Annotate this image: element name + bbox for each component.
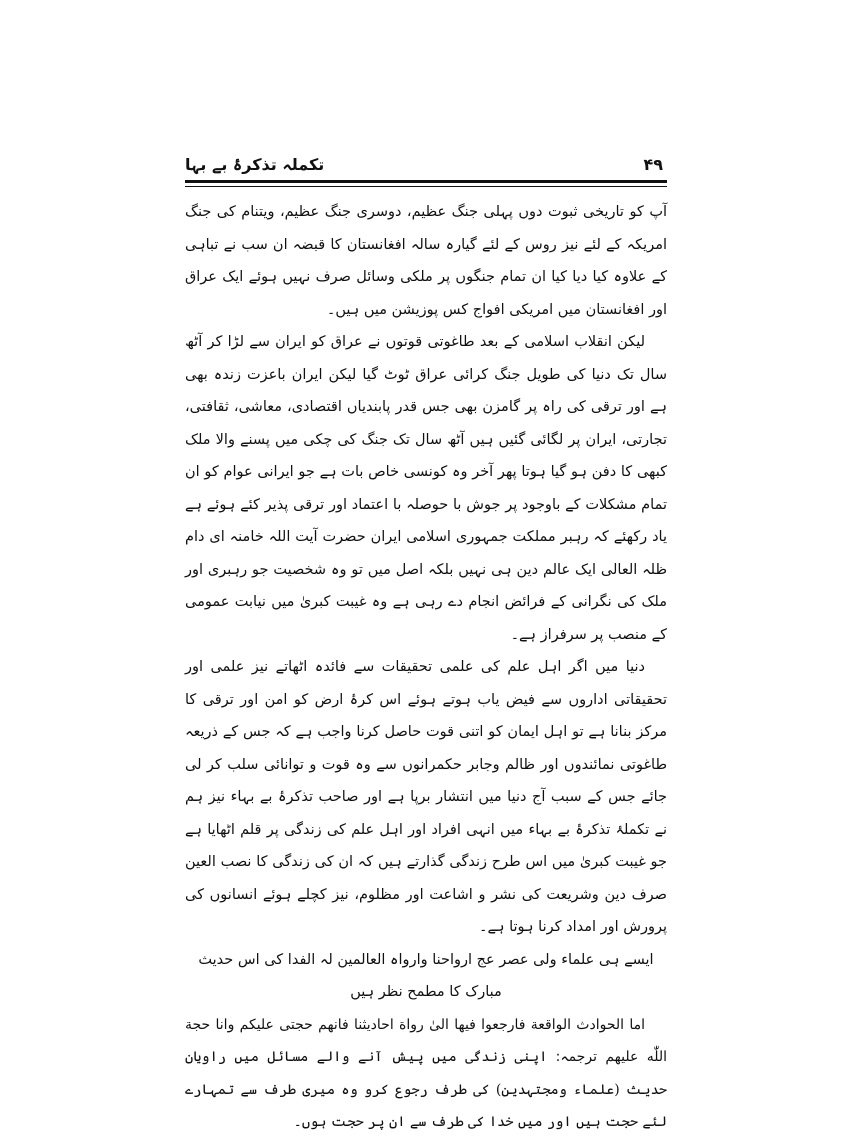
hadith-arabic: اما الحوادث الواقعة فارجعوا فيها الىٰ رواة احاديثنا فانهم حجتى عليكم وانا حجة اللّٰه عليهم <box>185 1016 667 1065</box>
paragraph-3: دنیا میں اگر اہل علم کی علمی تحقیقات سے فائدہ اٹھاتے نیز علمی اور تحقیقاتی اداروں سے فیض یاب ہوتے ہوئے اس کرۂ ارض کو امن اور ترقی کا مرکز بنانا ہے تو اہل ایمان کو اتنی قوت حاصل کرنا واجب ہے کہ جس کے ذریعہ طاغوتی نمائندوں اور ظالم وجابر حکمرانوں سے وہ قوت و توانائی سلب کر لی جائے جس کے سبب آج دنیا میں انتشار برپا ہے اور صاحب تذکرۂ بے بہاء نیز ہم نے تکملۂ تذکرۂ بے بہاء میں انہی افراد اور اہل علم کی زندگی پر قلم اٹھایا ہے جو غیبت کبریٰ میں اس طرح زندگی گذارتے ہیں کہ ان کی زندگی کا نصب العین صرف دین وشریعت کی نشر و اشاعت اور مظلوم، نیز کچلے ہوئے انسانوں کی پرورش اور امداد کرنا ہوتا ہے۔ <box>185 659 667 935</box>
body-text <box>185 196 667 1139</box>
header-rule-thick <box>185 180 667 183</box>
paragraph-1: آپ کو تاریخی ثبوت دوں پہلی جنگ عظیم، دوسری جنگ عظیم، ویتنام کی جنگ امریکہ کے لئے نیز روس کے لئے گیارہ سالہ افغانستان کا قبضہ ان سب نے تباہی کے علاوہ کیا دیا کیا ان تمام جنگوں پر ملکی وسائل صرف نہیں ہوئے ایک عراق اور افغانستان میں امریکی افواج کس پوزیشن میں ہیں۔ <box>185 204 667 318</box>
paragraph-2: لیکن انقلاب اسلامی کے بعد طاغوتی قوتوں نے عراق کو ایران سے لڑا کر آٹھ سال تک دنیا کی طویل جنگ کرائی عراق ٹوٹ گیا لیکن ایران باعزت زندہ بھی ہے اور ترقی کی راہ پر گامزن بھی جس قدر پابندیاں اقتصادی، معاشی، ثقافتی، تجارتی، ایران پر لگائی گئیں ہیں آٹھ سال تک جنگ کی چکی میں پسنے والا ملک کبھی کا دفن ہو گیا ہوتا پھر آخر وہ کونسی خاص بات ہے جو ایرانی عوام کو ان تمام مشکلات کے باوجود پر جوش با حوصلہ با اعتماد اور ترقی پذیر کئے ہوئے ہے یاد رکھئے کہ رہبر مملکت جمہوری اسلامی ایران حضرت آیت اللہ خامنہ ای دام ظلہ العالی ایک عالم دین ہی نہیں بلکہ اصل میں تو وہ شخصیت جو رہبری اور ملک کی نگرانی کے فرائض انجام دے رہی ہے وہ غیبت کبریٰ میں نیابت عمومی کے منصب پر سرفراز ہے۔ <box>185 334 667 643</box>
header-rule-thin <box>185 186 667 187</box>
hadith-arabic-text <box>185 1009 667 1139</box>
running-title: تکملہ تذکرۂ بے بہا <box>185 155 325 174</box>
hadith-intro-line: ایسے ہی علماء ولی عصر عج ارواحنا وارواہ العالمین لہ الفدا کی اس حدیث مبارک کا مطمح نظر ہیں <box>198 951 654 1000</box>
page-number: ۴۹ <box>643 155 663 174</box>
translation-label: ترجمہ: <box>555 1049 597 1065</box>
translation-text: اپنی زندگی میں پیش آنے والے مسائل میں راویان حدیث (علماء ومجتہدین) کی طرف رجوع کرو وہ میری طرف سے تمہارے لئے حجت ہیں اور میں خدا کی طرف سے ان پر حجت ہوں۔ <box>185 1049 667 1130</box>
